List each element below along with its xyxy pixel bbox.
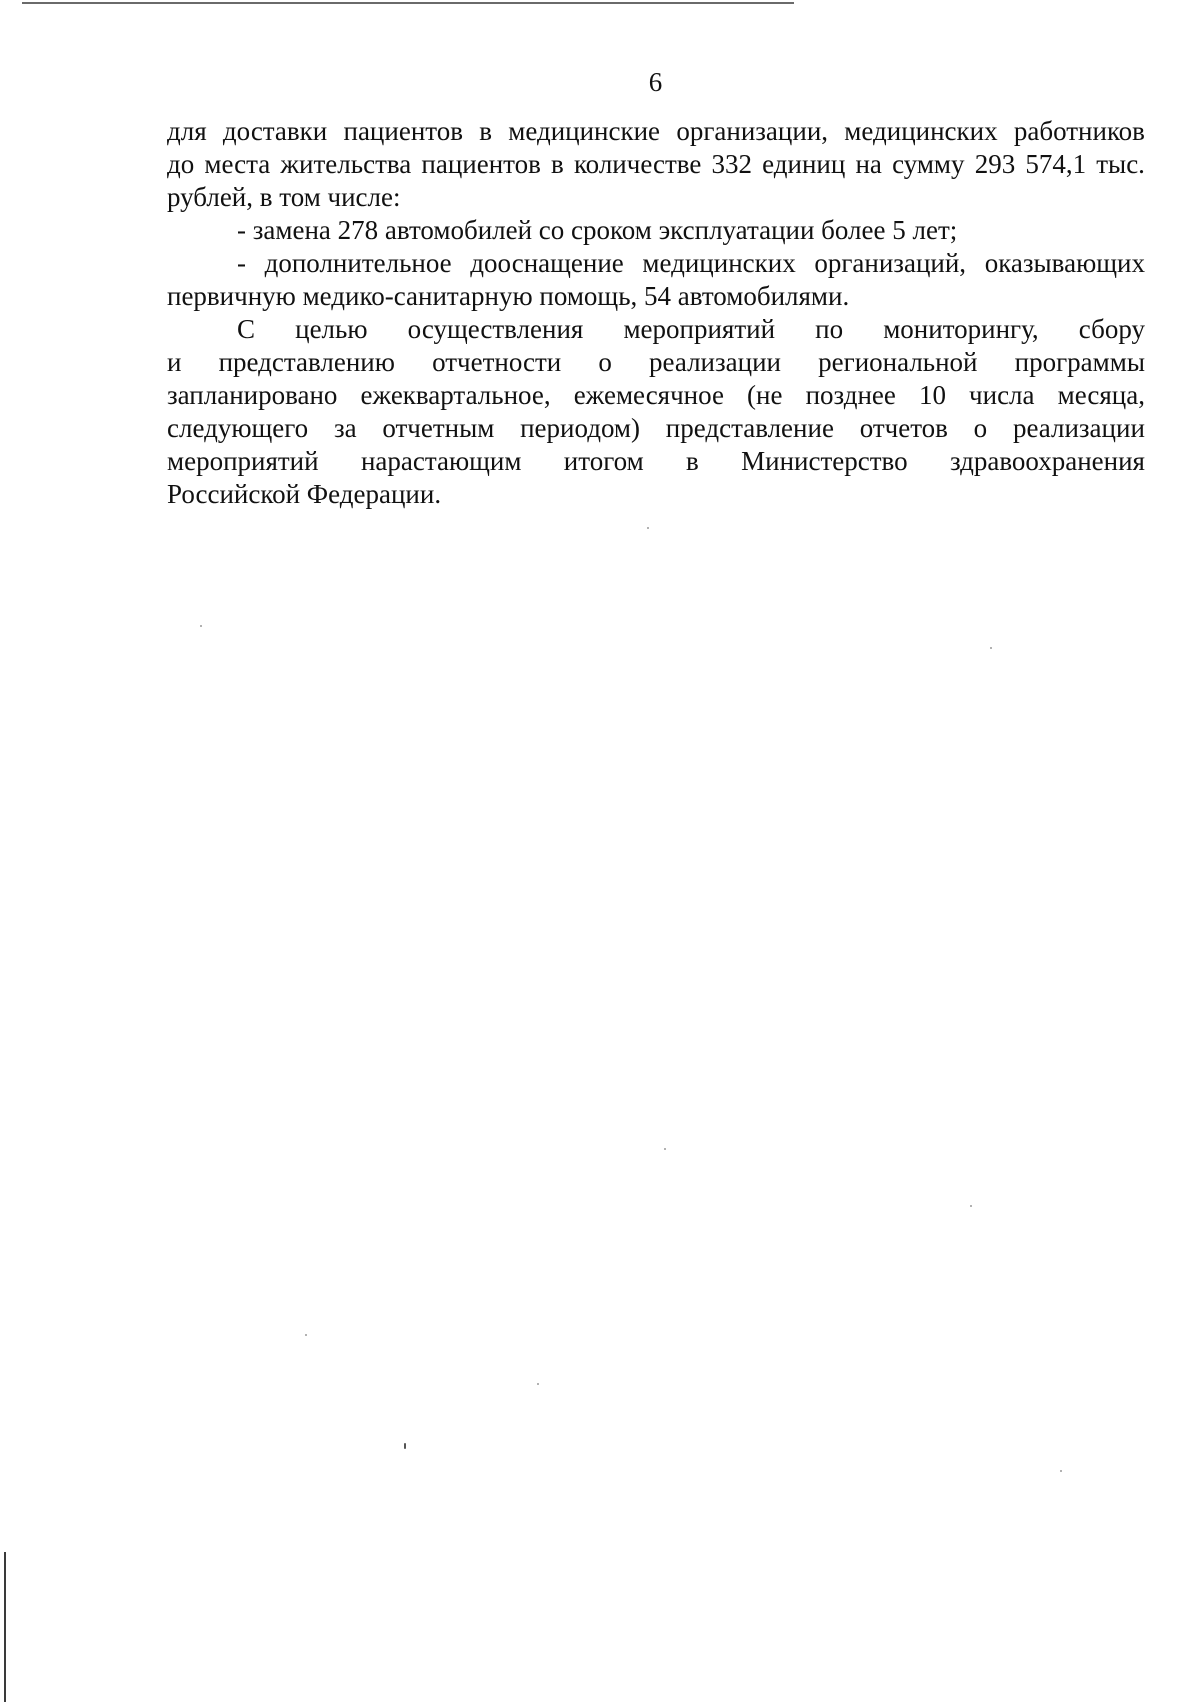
text-line: первичную медико-санитарную помощь, 54 автомобилями. xyxy=(167,281,850,311)
scan-speck xyxy=(537,1383,539,1385)
text-line xyxy=(167,445,1145,478)
text-line xyxy=(167,379,1145,412)
word: для xyxy=(167,116,207,146)
word: оказывающих xyxy=(984,248,1145,278)
word: (не xyxy=(747,380,783,410)
word: С xyxy=(237,314,256,344)
paragraph-3 xyxy=(167,247,1145,313)
word: жительства xyxy=(280,149,412,179)
page-number: 6 xyxy=(648,67,663,97)
word: пациентов xyxy=(421,149,541,179)
word: и xyxy=(167,347,182,377)
word: за xyxy=(333,413,357,443)
word: мониторингу, xyxy=(883,314,1039,344)
word: запланировано xyxy=(167,380,338,410)
word: мероприятий xyxy=(167,446,319,476)
text-line xyxy=(167,346,1145,379)
word: дооснащение xyxy=(470,248,624,278)
word: работников xyxy=(1013,116,1145,146)
word: реализации xyxy=(1012,413,1145,443)
word: единиц xyxy=(762,149,846,179)
scan-speck xyxy=(404,1443,406,1449)
word: региональной xyxy=(818,347,978,377)
text-line xyxy=(167,148,1145,181)
document-body xyxy=(167,115,1145,511)
word: организации, xyxy=(676,116,829,146)
word: по xyxy=(815,314,844,344)
word: итогом xyxy=(563,446,644,476)
word: на xyxy=(855,149,882,179)
word: доставки xyxy=(222,116,328,146)
scan-speck xyxy=(647,527,649,529)
scan-speck xyxy=(664,1148,666,1150)
scan-speck xyxy=(990,647,992,649)
word: количестве xyxy=(573,149,702,179)
scan-speck xyxy=(970,1205,972,1207)
text-line xyxy=(167,313,1145,346)
word: сумму xyxy=(892,149,965,179)
word: отчетов xyxy=(859,413,948,443)
word: целью xyxy=(295,314,368,344)
word: мероприятий xyxy=(623,314,776,344)
word: - xyxy=(237,248,246,278)
word: представлению xyxy=(218,347,395,377)
word: 332 xyxy=(711,149,752,179)
word: осуществления xyxy=(407,314,584,344)
word: медицинских xyxy=(642,248,796,278)
word: медицинских xyxy=(844,116,998,146)
left-margin-mark xyxy=(4,1552,6,1702)
scan-speck xyxy=(200,625,202,627)
word: отчетным xyxy=(382,413,495,443)
word: в xyxy=(551,149,564,179)
word: программы xyxy=(1014,347,1145,377)
word: о xyxy=(973,413,988,443)
text-line: Российской Федерации. xyxy=(167,479,442,509)
paragraph-4 xyxy=(167,313,1145,511)
word: 10 xyxy=(918,380,946,410)
word: организаций, xyxy=(814,248,967,278)
word: 293 xyxy=(974,149,1016,179)
paragraph-1 xyxy=(167,115,1145,214)
word: дополнительное xyxy=(264,248,452,278)
word: представление xyxy=(665,413,834,443)
word: следующего xyxy=(167,413,309,443)
word: в xyxy=(479,116,492,146)
paragraph-2 xyxy=(167,214,1145,247)
text-line: рублей, в том числе: xyxy=(167,182,401,212)
text-line xyxy=(167,412,1145,445)
word: ежемесячное xyxy=(573,380,724,410)
word: ежеквартальное, xyxy=(360,380,551,410)
text-line: - замена 278 автомобилей со сроком эксплуатации более 5 лет; xyxy=(237,215,958,245)
word: в xyxy=(686,446,699,476)
word: периодом) xyxy=(520,413,641,443)
word: нарастающим xyxy=(360,446,522,476)
text-line xyxy=(167,247,1145,280)
word: 574,1 xyxy=(1025,149,1087,179)
scan-speck xyxy=(305,1334,307,1336)
word: места xyxy=(204,149,271,179)
top-border-line xyxy=(22,2,794,4)
word: пациентов xyxy=(343,116,463,146)
word: сбору xyxy=(1078,314,1145,344)
word: тыс. xyxy=(1096,149,1145,179)
word: до xyxy=(167,149,195,179)
word: медицинские xyxy=(508,116,661,146)
word: о xyxy=(598,347,612,377)
word: отчетности xyxy=(432,347,562,377)
word: месяца, xyxy=(1057,380,1145,410)
word: реализации xyxy=(649,347,781,377)
word: числа xyxy=(969,380,1035,410)
word: Министерство xyxy=(741,446,908,476)
word: здравоохранения xyxy=(949,446,1145,476)
text-line xyxy=(167,115,1145,148)
word: позднее xyxy=(805,380,896,410)
scan-speck xyxy=(1060,1470,1062,1472)
